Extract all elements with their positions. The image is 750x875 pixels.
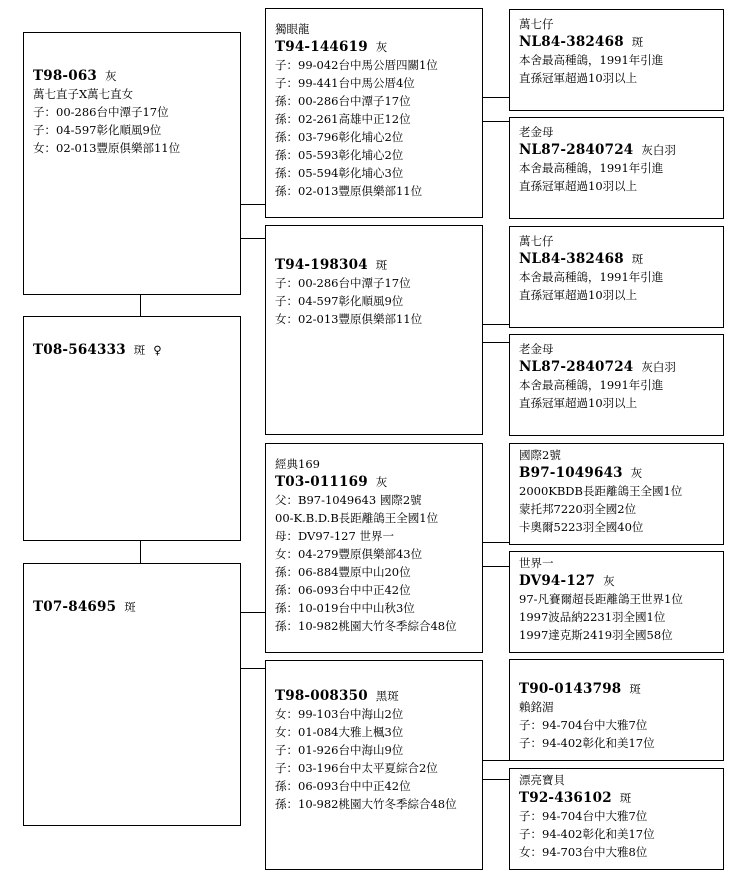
pigeon-name: 萬七仔 xyxy=(519,234,554,248)
record-line: 女：02-013豐原俱樂部11位 xyxy=(275,312,423,326)
record-line: 直孫冠軍超過10羽以上 xyxy=(519,71,638,85)
ring-number: T98-063 xyxy=(33,68,98,84)
pigeon-name: 老金母 xyxy=(519,342,554,356)
feather-color: 黑斑 xyxy=(375,689,399,703)
ring-number: T98-008350 xyxy=(275,688,368,704)
pigeon-card-dss xyxy=(509,443,724,545)
record-line: 女：99-103台中海山2位 xyxy=(275,707,404,721)
feather-color: 斑 xyxy=(133,343,146,357)
record-line: 本舍最高種鴿，1991年引進 xyxy=(519,378,664,392)
record-line: 子：00-286台中潭子17位 xyxy=(275,276,411,290)
record-line: 女：01-084大雅上楓3位 xyxy=(275,725,404,739)
pigeon-card-sire xyxy=(23,32,241,295)
pigeon-name: 經典169 xyxy=(275,457,320,471)
pigeon-name: 獨眼龍 xyxy=(275,22,310,36)
record-line: 直孫冠軍超過10羽以上 xyxy=(519,396,638,410)
pigeon-card-dam-dam xyxy=(265,660,483,870)
ring-number: B97-1049643 xyxy=(519,465,623,481)
pigeon-name: 世界一 xyxy=(519,556,554,570)
record-line: 子：04-597彰化順風9位 xyxy=(33,123,162,137)
pigeon-card-dam xyxy=(23,563,241,826)
pigeon-card-sds xyxy=(509,226,724,328)
record-line: 父：B97-1049643 國際2號 xyxy=(275,493,422,507)
feather-color: 斑 xyxy=(629,682,641,696)
record-line: 賴銘湄 xyxy=(519,700,554,714)
record-line: 子：94-402彰化和美17位 xyxy=(519,736,655,750)
record-line: 00-K.B.D.B長距離鴿王全國1位 xyxy=(275,511,439,525)
pigeon-card-sire-sire xyxy=(265,8,483,218)
pigeon-card-dam-sire xyxy=(265,443,483,653)
pigeon-name: 萬七仔 xyxy=(519,17,554,31)
record-line: 子：94-704台中大雅7位 xyxy=(519,809,648,823)
feather-color: 灰白羽 xyxy=(641,143,676,157)
record-line: 子：00-286台中潭子17位 xyxy=(33,105,169,119)
record-line: 女：94-703台中大雅8位 xyxy=(519,845,648,859)
connector-line xyxy=(483,779,509,780)
record-line: 孫：05-594彰化埔心3位 xyxy=(275,166,404,180)
record-line: 本舍最高種鴿，1991年引進 xyxy=(519,53,664,67)
record-line: 本舍最高種鴿，1991年引進 xyxy=(519,161,664,175)
connector-line xyxy=(483,121,509,122)
record-line: 卡奧爾5223羽全國40位 xyxy=(519,520,644,534)
connector-line xyxy=(483,97,509,98)
record-line: 直孫冠軍超過10羽以上 xyxy=(519,179,638,193)
connector-line xyxy=(483,760,509,761)
ring-number: T94-198304 xyxy=(275,257,368,273)
ring-number: T92-436102 xyxy=(519,790,612,806)
feather-color: 斑 xyxy=(124,600,136,614)
connector-line xyxy=(240,668,265,669)
feather-color: 灰 xyxy=(375,475,388,489)
pigeon-card-sire-dam xyxy=(265,225,483,435)
record-line: 孫：10-982桃園大竹冬季綜合48位 xyxy=(275,797,457,811)
pigeon-card-subject xyxy=(23,316,241,541)
feather-color: 灰 xyxy=(105,69,117,83)
record-line: 孫：02-261高雄中正12位 xyxy=(275,112,411,126)
connector-line xyxy=(140,540,141,564)
ring-number: NL84-382468 xyxy=(519,251,624,267)
record-line: 子：94-704台中大雅7位 xyxy=(519,718,648,732)
record-line: 女：02-013豐原俱樂部11位 xyxy=(33,141,181,155)
record-line: 孫：10-019台中中山秋3位 xyxy=(275,601,415,615)
ring-number: NL87-2840724 xyxy=(519,142,634,158)
record-line: 子：04-597彰化順風9位 xyxy=(275,294,404,308)
record-line: 本舍最高種鴿，1991年引進 xyxy=(519,270,664,284)
ring-number: T90-0143798 xyxy=(519,681,622,697)
connector-line xyxy=(483,566,509,567)
connector-line xyxy=(483,342,509,343)
pigeon-card-sss xyxy=(509,9,724,111)
record-line: 女：04-279豐原俱樂部43位 xyxy=(275,547,423,561)
record-line: 97-凡賽爾超長距離鴿王世界1位 xyxy=(519,592,683,606)
record-line: 孫：06-093台中中正42位 xyxy=(275,583,411,597)
pigeon-name: 漂亮寶貝 xyxy=(519,773,565,787)
record-line: 萬七直子X萬七直女 xyxy=(33,87,134,101)
record-line: 子：94-402彰化和美17位 xyxy=(519,827,655,841)
connector-line xyxy=(240,204,265,205)
record-line: 直孫冠軍超過10羽以上 xyxy=(519,288,638,302)
feather-color: 灰白羽 xyxy=(641,360,676,374)
ring-number: T03-011169 xyxy=(275,474,368,490)
feather-color: 斑 xyxy=(631,35,644,49)
connector-line xyxy=(483,324,509,325)
pigeon-card-sdd xyxy=(509,334,724,436)
pigeon-name: 老金母 xyxy=(519,125,554,139)
record-line: 2000KBDB長距離鴿王全國1位 xyxy=(519,484,683,498)
sex-icon: ♀ xyxy=(153,343,162,357)
record-line: 孫：03-796彰化埔心2位 xyxy=(275,130,404,144)
ring-number: T07-84695 xyxy=(33,599,117,615)
ring-number: NL87-2840724 xyxy=(519,359,634,375)
record-line: 孫：00-286台中潭子17位 xyxy=(275,94,411,108)
connector-line xyxy=(240,612,265,613)
connector-line xyxy=(140,294,141,316)
feather-color: 斑 xyxy=(619,791,632,805)
record-line: 蒙托邦7220羽全國2位 xyxy=(519,502,637,516)
ring-number: T94-144619 xyxy=(275,39,368,55)
connector-line xyxy=(483,542,509,543)
feather-color: 灰 xyxy=(630,466,643,480)
feather-color: 斑 xyxy=(375,258,388,272)
feather-color: 灰 xyxy=(375,40,388,54)
record-line: 孫：02-013豐原俱樂部11位 xyxy=(275,184,423,198)
record-line: 子：99-441台中馬公厝4位 xyxy=(275,76,415,90)
record-line: 孫：05-593彰化埔心2位 xyxy=(275,148,404,162)
record-line: 孫：06-093台中中正42位 xyxy=(275,779,411,793)
record-line: 1997波品納2231羽全國1位 xyxy=(519,610,666,624)
record-line: 子：99-042台中馬公厝四關1位 xyxy=(275,58,438,72)
feather-color: 灰 xyxy=(603,574,615,588)
pigeon-card-dds xyxy=(509,659,724,761)
feather-color: 斑 xyxy=(631,252,644,266)
record-line: 孫：10-982桃園大竹冬季綜合48位 xyxy=(275,619,457,633)
pigeon-card-dsd xyxy=(509,551,724,653)
ring-number: T08-564333 xyxy=(33,342,126,358)
record-line: 1997達克斯2419羽全國58位 xyxy=(519,628,673,642)
record-line: 子：03-196台中太平夏綜合2位 xyxy=(275,761,438,775)
record-line: 子：01-926台中海山9位 xyxy=(275,743,404,757)
record-line: 孫：06-884豐原中山20位 xyxy=(275,565,411,579)
ring-number: NL84-382468 xyxy=(519,34,624,50)
connector-line xyxy=(240,238,265,239)
record-line: 母：DV97-127 世界一 xyxy=(275,529,394,543)
pigeon-card-ssd xyxy=(509,117,724,219)
pigeon-name: 國際2號 xyxy=(519,448,561,462)
ring-number: DV94-127 xyxy=(519,573,596,589)
pigeon-card-ddd xyxy=(509,768,724,870)
